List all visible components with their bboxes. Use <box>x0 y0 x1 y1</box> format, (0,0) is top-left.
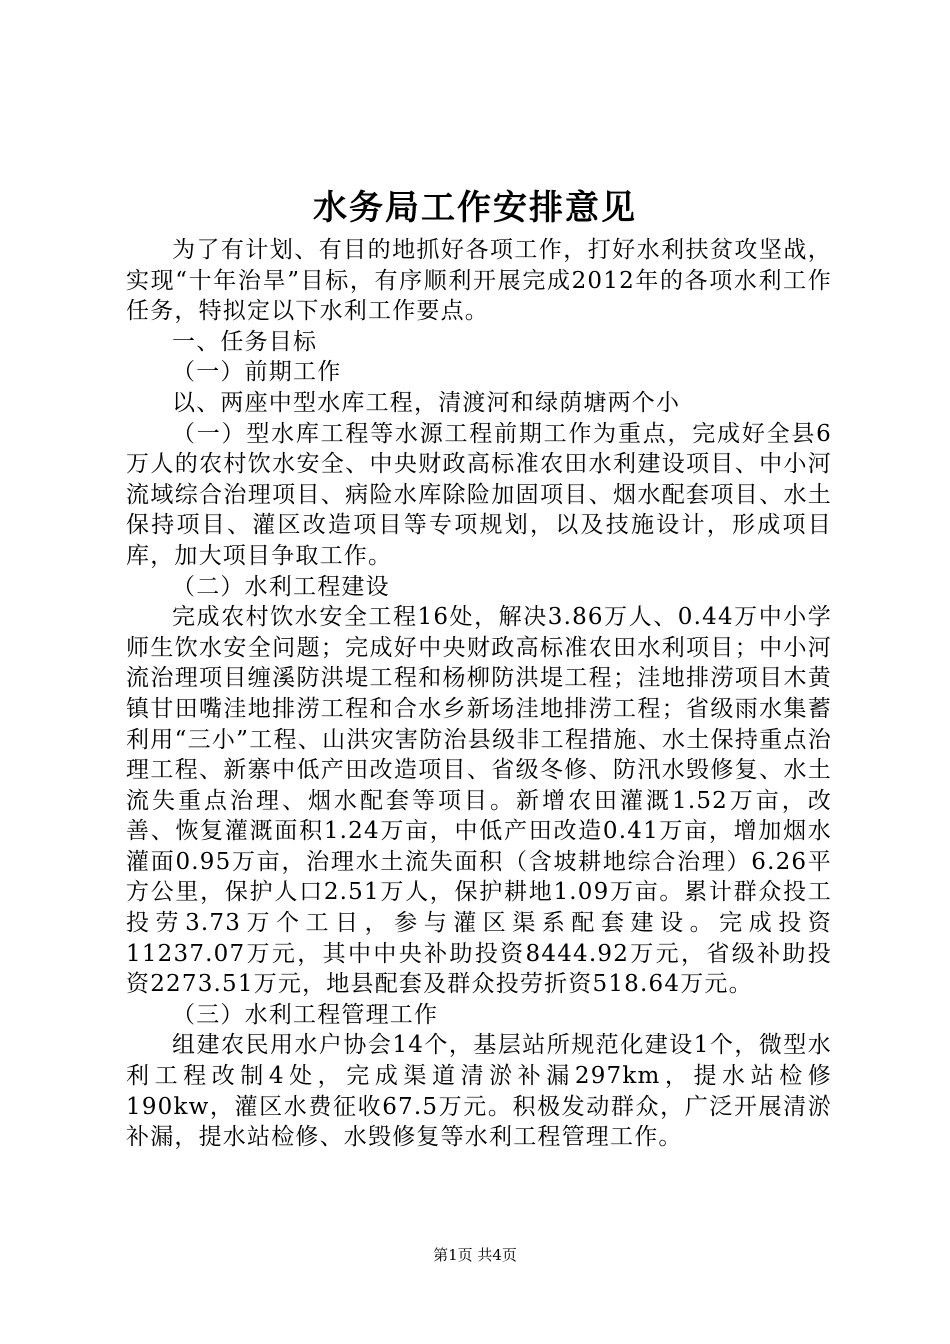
paragraph-reservoir-line: 以、两座中型水库工程，清渡河和绿荫塘两个小 <box>172 389 681 416</box>
heading-water-construction: （二）水利工程建设 <box>172 573 390 600</box>
document-title: 水务局工作安排意见 <box>313 188 637 228</box>
paragraph-management-detail: 组建农民用水户协会14个，基层站所规范化建设1个，微型水利工程改制4处，完成渠道清淤补漏297km，提水站检修190kw，灌区水费征收67.5万元。积极发动群众，广泛开展清淤补漏，提水站检修、水毁修复等水利工程管理工作。 <box>126 1032 832 1151</box>
document-body <box>126 235 832 1153</box>
paragraph-preliminary-detail: （一）型水库工程等水源工程前期工作为重点，完成好全县6万人的农村饮水安全、中央财政高标准农田水利建设项目、中小河流域综合治理项目、病险水库除险加固项目、烟水配套项目、水土保持项目、灌区改造项目等专项规划，以及技施设计，形成项目库，加大项目争取工作。 <box>126 420 832 569</box>
paragraph-intro: 为了有计划、有目的地抓好各项工作，打好水利扶贫攻坚战，实现“十年治旱”目标，有序顺利开展完成2012年的各项水利工作任务，特拟定以下水利工作要点。 <box>126 237 832 325</box>
heading-task-goals: 一、任务目标 <box>172 328 318 355</box>
page-footer: 第1页 共4页 <box>433 1246 517 1264</box>
paragraph-construction-detail: 完成农村饮水安全工程16处，解决3.86万人、0.44万中小学师生饮水安全问题；完成好中央财政高标准农田水利项目；中小河流治理项目缠溪防洪堤工程和杨柳防洪堤工程；洼地排涝项目木黄镇甘田嘴洼地排涝工程和合水乡新场洼地排涝工程；省级雨水集蓄利用“三小”工程、山洪灾害防治县级非工程措施、水土保持重点治理工程、新寨中低产田改造项目、省级冬修、防汛水毁修复、水土流失重点治理、烟水配套等项目。新增农田灌溉1.52万亩，改善、恢复灌溉面积1.24万亩，中低产田改造0.41万亩，增加烟水灌面0.95万亩，治理水土流失面积（含坡耕地综合治理）6.26平方公里，保护人口2.51万人，保护耕地1.09万亩。累计群众投工投劳3.73万个工日，参与灌区渠系配套建设。完成投资11237.07万元，其中中央补助投资8444.92万元，省级补助投资2273.51万元，地县配套及群众投劳折资518.64万元。 <box>126 604 832 998</box>
heading-water-management: （三）水利工程管理工作 <box>172 1001 439 1028</box>
heading-preliminary-work: （一）前期工作 <box>172 359 342 386</box>
